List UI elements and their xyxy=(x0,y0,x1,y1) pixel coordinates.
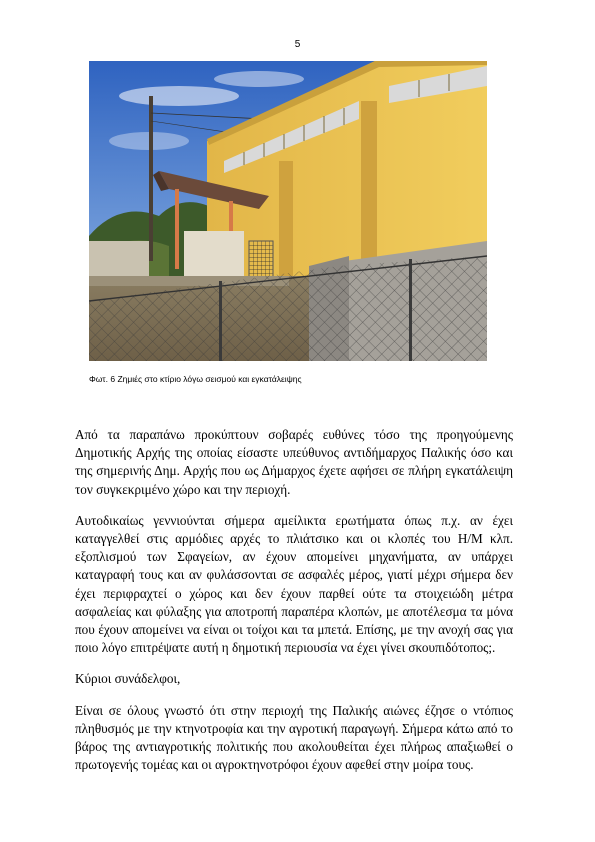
salutation: Κύριοι συνάδελφοι, xyxy=(75,671,181,687)
paragraph: Είναι σε όλους γνωστό ότι στην περιοχή της Παλικής αιώνες έζησε ο ντόπιος πληθυσμός με την κτηνοτροφία και την αγροτική παραγωγή. Σήμερα κάτω από το βάρος της αντιαγροτικής πολιτικής που ακολουθείται έχει πλήρως απαξιωθεί ο πρωτογενής τομέας και οι αγροκτηνοτρόφοι έχουν αφεθεί στην μοίρα τους. xyxy=(75,702,513,773)
building-photo xyxy=(89,61,487,361)
body-text xyxy=(75,426,513,787)
paragraph: Αυτοδικαίως γεννιούνται σήμερα αμείλικτα ερωτήματα όπως π.χ. αν έχει καταγγελθεί στις αρμόδιες αρχές το πλιάτσικο και οι κλοπές του Η/Μ κλπ. εξοπλισμού των Σφαγείων, αν έχουν απομείνει μηχανήματα, αν υπάρχει καταγραφή τους και αν φυλάσσονται σε ασφαλές μέρος, γιατί μέχρι σήμερα δεν έχει περιφραχτεί ο χώρος και δεν έχουν παρθεί ούτε τα στοιχειώδη μέτρα ασφαλείας και φύλαξης για αποτροπή παραπέρα κλοπών, με αποτέλεσμα τα μόνα που έχουν απομείνει να είναι οι τοίχοι και τα μπετά. Επίσης, με την ανοχή σας για ποιο λόγο επιτρέψατε αυτή η δημοτική περιουσία να έχει γίνει σκουπιδότοπος;. xyxy=(75,512,513,656)
photo-caption: Φωτ. 6 Ζημιές στο κτίριο λόγω σεισμού και εγκατάλειψης xyxy=(89,374,302,384)
paragraph: Από τα παραπάνω προκύπτουν σοβαρές ευθύνες τόσο της προηγούμενης Δημοτικής Αρχής της οποίας είσαστε υπεύθυνος αντιδήμαρχος Παλικής όσο και της σημερινής Δημ. Αρχής που ως Δήμαρχος έχετε αφήσει σε πλήρη εγκατάλειψη τον συγκεκριμένο χώρο και την περιοχή. xyxy=(75,427,513,497)
page-number: 5 xyxy=(294,39,301,50)
